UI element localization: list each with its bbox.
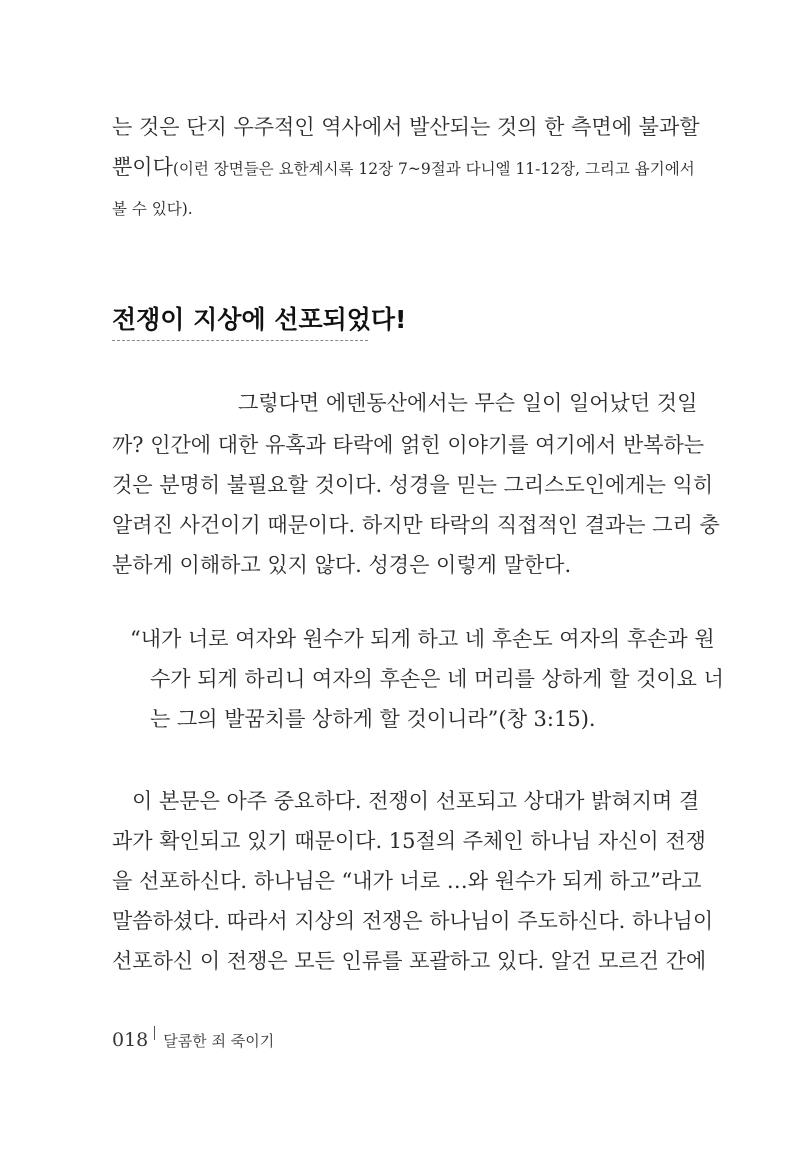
section-heading: 전쟁이 지상에 선포되었다! xyxy=(112,305,407,334)
paragraph-2-line-5: 분하게 이해하고 있지 않다. 성경은 이렇게 말한다. xyxy=(112,553,572,577)
footer-divider xyxy=(154,1026,155,1040)
page-number: 018 xyxy=(112,1029,149,1051)
paragraph-3-line-5: 선포하신 이 전쟁은 모든 인류를 포괄하고 있다. 알건 모르건 간에 xyxy=(112,949,707,973)
parenthetical-note: (이런 장면들은 요한계시록 12장 7~9절과 다니엘 11-12장, 그리고 욥기에서 xyxy=(172,160,695,178)
paragraph-3-line-4: 말씀하셨다. 따라서 지상의 전쟁은 하나님이 주도하신다. 하나님이 xyxy=(112,909,714,933)
book-title: 달콤한 죄 죽이기 xyxy=(163,1032,275,1050)
paragraph-2-line-1: 그렇다면 에덴동산에서는 무슨 일이 일어났던 것일 xyxy=(238,391,698,415)
quote-line-3: 는 그의 발꿈치를 상하게 할 것이니라”(창 3:15). xyxy=(150,707,596,731)
paragraph-2-line-3: 것은 분명히 불필요할 것이다. 성경을 믿는 그리스도인에게는 익히 xyxy=(112,473,714,497)
paragraph-3-line-1: 이 본문은 아주 중요하다. 전쟁이 선포되고 상대가 밝혀지며 결 xyxy=(132,789,700,813)
paragraph-3-line-3: 을 선포하신다. 하나님은 “내가 너로 …와 원수가 되게 하고”라고 xyxy=(112,869,702,893)
paragraph-2-line-2: 까? 인간에 대한 유혹과 타락에 얽힌 이야기를 여기에서 반복하는 xyxy=(112,433,705,457)
paragraph-3-line-2: 과가 확인되고 있기 때문이다. 15절의 주체인 하나님 자신이 전쟁 xyxy=(112,829,706,853)
paragraph-1-line-2 xyxy=(112,152,695,184)
heading-dashed-underline xyxy=(112,340,368,341)
paragraph-2-line-4: 알려진 사건이기 때문이다. 하지만 타락의 직접적인 결과는 그리 충 xyxy=(112,513,720,537)
paragraph-1-line-3: 볼 수 있다). xyxy=(112,200,193,218)
page-footer xyxy=(112,1025,274,1056)
quote-line-1: “내가 너로 여자와 원수가 되게 하고 네 후손도 여자의 후손과 원 xyxy=(130,627,715,651)
paragraph-1-line-1: 는 것은 단지 우주적인 역사에서 발산되는 것의 한 측면에 불과할 xyxy=(112,115,700,139)
quote-line-2: 수가 되게 하리니 여자의 후손은 네 머리를 상하게 할 것이요 너 xyxy=(150,667,724,691)
paragraph-1-line-2-main: 뿐이다 xyxy=(112,155,173,179)
